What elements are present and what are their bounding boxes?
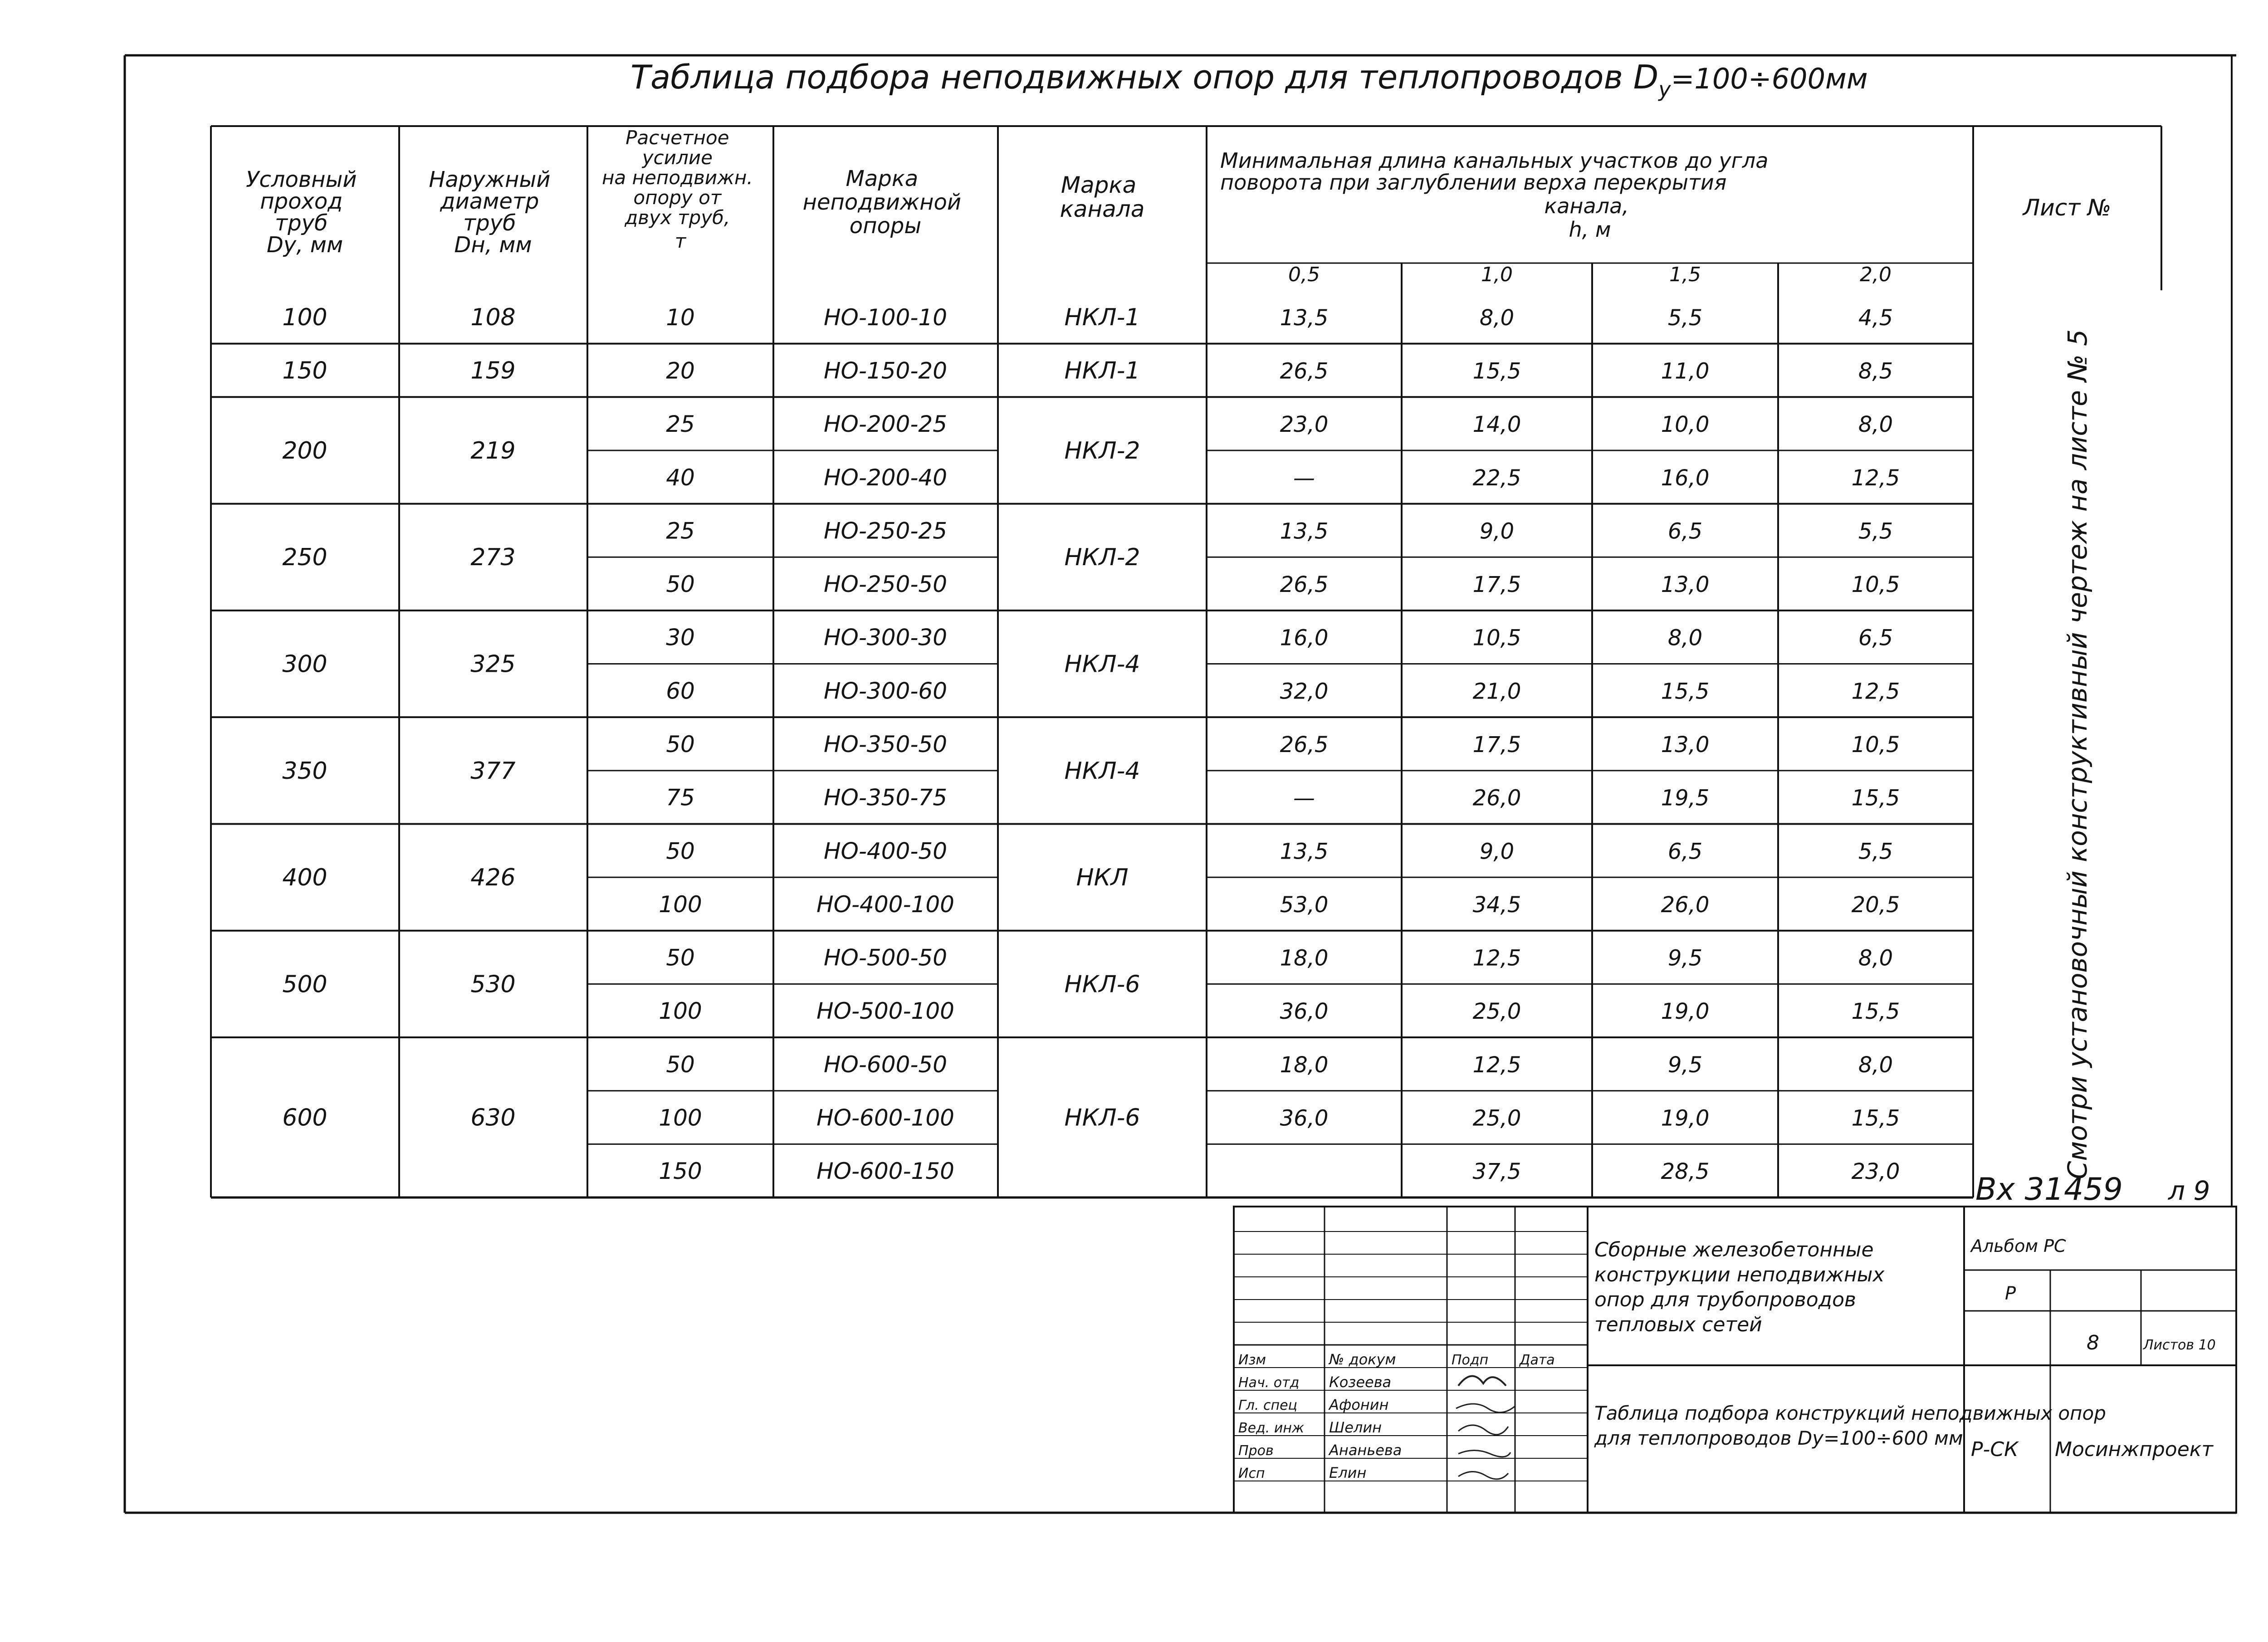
header-depth-10: 1,0 <box>1481 263 1513 286</box>
cell-min-length: 12,5 <box>1851 465 1900 491</box>
cell-min-length: 11,0 <box>1661 358 1710 384</box>
cell-min-length: 5,5 <box>1667 305 1703 331</box>
cell-min-length: 26,5 <box>1280 572 1329 598</box>
cell-force: 50 <box>666 1051 695 1078</box>
cell-force: 60 <box>666 678 695 704</box>
tb-name-5: Ананьева <box>1329 1442 1402 1459</box>
cell-min-length: 25,0 <box>1472 1105 1521 1131</box>
cell-min-length: 26,5 <box>1280 358 1329 384</box>
header-depth-20: 2,0 <box>1860 263 1892 286</box>
cell-du: 350 <box>282 757 327 785</box>
cell-min-length: 36,0 <box>1280 1105 1329 1131</box>
cell-du: 500 <box>282 971 327 998</box>
cell-min-length: 14,0 <box>1472 412 1521 438</box>
table-title <box>631 58 1868 102</box>
header-depth-05: 0,5 <box>1288 263 1320 286</box>
cell-min-length: 17,5 <box>1472 732 1521 757</box>
cell-force: 50 <box>666 944 695 971</box>
cell-force: 10 <box>666 304 695 331</box>
cell-force: 50 <box>666 731 695 757</box>
side-note: Смотри установочный конструктивный чертеж на листе № 5 <box>2062 329 2093 1179</box>
header-sheet: Лист № <box>2023 195 2112 221</box>
cell-min-length: 6,5 <box>1667 839 1703 865</box>
cell-force: 25 <box>666 518 695 544</box>
header-dn: Наружный диаметр труб Dн, мм <box>429 167 551 258</box>
stamp-suffix: л 9 <box>2168 1175 2210 1206</box>
cell-channel: НКЛ-4 <box>1064 650 1140 678</box>
cell-min-length: 36,0 <box>1280 999 1329 1025</box>
tb-name-2: Козеева <box>1329 1373 1392 1391</box>
cell-min-length: 9,0 <box>1479 839 1515 865</box>
cell-min-length: 15,5 <box>1661 679 1710 704</box>
cell-support-mark: НО-600-150 <box>816 1158 954 1185</box>
cell-min-length: 9,0 <box>1479 518 1515 544</box>
cell-support-mark: НО-400-100 <box>816 891 954 918</box>
cell-support-mark: НО-300-60 <box>823 678 948 704</box>
tb-label-sign: Подп <box>1452 1352 1489 1368</box>
tb-stage: Р <box>2005 1283 2016 1304</box>
cell-force: 50 <box>666 838 695 865</box>
cell-min-length: 19,0 <box>1661 999 1710 1025</box>
cell-min-length: 26,5 <box>1280 732 1329 757</box>
cell-min-length: 5,5 <box>1858 518 1893 544</box>
title-block <box>1143 1207 2236 1513</box>
cell-min-length: 26,0 <box>1661 892 1710 918</box>
cell-min-length: 16,0 <box>1661 465 1710 491</box>
cell-min-length: 19,5 <box>1661 785 1710 811</box>
tb-role-5: Пров <box>1238 1443 1274 1459</box>
cell-support-mark: НО-350-50 <box>823 731 948 757</box>
cell-min-length: 20,5 <box>1851 892 1900 918</box>
cell-min-length: 10,5 <box>1851 572 1900 598</box>
cell-dn: 426 <box>470 864 516 892</box>
cell-force: 20 <box>666 357 695 384</box>
cell-min-length: 8,0 <box>1858 412 1893 438</box>
cell-support-mark: НО-200-25 <box>823 411 948 438</box>
cell-min-length: 17,5 <box>1472 572 1521 598</box>
cell-min-length: 23,0 <box>1851 1159 1900 1185</box>
cell-du: 100 <box>282 303 327 331</box>
cell-min-length: 18,0 <box>1280 945 1329 971</box>
cell-min-length: 13,0 <box>1661 732 1710 757</box>
tb-role-1: Изм <box>1238 1352 1266 1368</box>
cell-force: 100 <box>659 891 702 918</box>
header-channel-mark: Марка канала <box>1060 172 1145 222</box>
tb-album: Альбом РС <box>1971 1236 2066 1256</box>
cell-dn: 325 <box>470 650 516 678</box>
cell-force: 100 <box>659 1104 702 1131</box>
tb-role-6: Исп <box>1238 1466 1265 1481</box>
cell-force: 75 <box>666 784 695 811</box>
cell-support-mark: НО-350-75 <box>823 784 948 811</box>
tb-sheet-title: Таблица подбора конструкций неподвижных опор для теплопроводов Dу=100÷600 мм <box>1594 1402 2106 1449</box>
table-header <box>246 127 2111 286</box>
cell-support-mark: НО-250-50 <box>823 571 948 598</box>
cell-min-length: 16,0 <box>1280 625 1329 651</box>
tb-org: Мосинжпроект <box>2055 1438 2213 1461</box>
cell-du: 150 <box>282 357 327 385</box>
cell-min-length: 13,5 <box>1280 839 1329 865</box>
cell-min-length: 8,0 <box>1479 305 1515 331</box>
cell-du: 300 <box>282 650 327 678</box>
cell-min-length: 15,5 <box>1851 1105 1900 1131</box>
stamp-number: Вх 31459 <box>1975 1172 2123 1207</box>
header-force: Расчетное усилие на неподвижн. опору от двух труб, т <box>601 127 753 252</box>
cell-min-length: 8,0 <box>1667 625 1703 651</box>
cell-dn: 219 <box>470 437 516 464</box>
cell-channel: НКЛ-2 <box>1064 544 1140 572</box>
cell-min-length: 4,5 <box>1858 305 1893 331</box>
tb-code: Р-СК <box>1971 1438 2019 1461</box>
cell-support-mark: НО-400-50 <box>823 838 948 865</box>
cell-min-length: 18,0 <box>1280 1052 1329 1078</box>
cell-support-mark: НО-150-20 <box>823 357 948 384</box>
title-range: =100÷600мм <box>1671 62 1868 95</box>
signature-marks <box>1456 1376 1515 1479</box>
cell-min-length: 8,5 <box>1858 358 1893 384</box>
tb-sheet-no: 8 <box>2087 1331 2099 1354</box>
cell-force: 30 <box>666 624 695 651</box>
tb-role-4: Вед. инж <box>1238 1420 1304 1436</box>
tb-name-4: Шелин <box>1329 1419 1382 1436</box>
cell-min-length: 8,0 <box>1858 1052 1893 1078</box>
cell-min-length: 12,5 <box>1472 1052 1521 1078</box>
cell-min-length: — <box>1293 465 1315 491</box>
cell-channel: НКЛ-4 <box>1064 757 1140 785</box>
cell-dn: 530 <box>470 971 516 998</box>
header-du: Условный проход труб Dу, мм <box>246 167 357 258</box>
cell-min-length: 13,5 <box>1280 518 1329 544</box>
cell-min-length: 6,5 <box>1667 518 1703 544</box>
cell-min-length: 23,0 <box>1280 412 1329 438</box>
cell-min-length: 15,5 <box>1851 999 1900 1025</box>
cell-min-length: — <box>1293 785 1315 811</box>
cell-du: 200 <box>282 437 327 464</box>
cell-support-mark: НО-600-50 <box>823 1051 948 1078</box>
cell-support-mark: НО-600-100 <box>816 1104 954 1131</box>
cell-min-length: 34,5 <box>1472 892 1521 918</box>
cell-dn: 630 <box>470 1104 516 1132</box>
table-body <box>282 304 1900 1184</box>
cell-du: 250 <box>282 544 327 572</box>
cell-support-mark: НО-500-100 <box>816 998 954 1025</box>
cell-min-length: 19,0 <box>1661 1105 1710 1131</box>
cell-force: 50 <box>666 571 695 598</box>
header-support-mark: Марка неподвижной опоры <box>802 166 962 239</box>
cell-min-length: 13,0 <box>1661 572 1710 598</box>
cell-dn: 377 <box>470 757 516 785</box>
cell-du: 400 <box>282 864 327 892</box>
cell-channel: НКЛ-1 <box>1064 303 1140 331</box>
cell-min-length: 6,5 <box>1858 625 1893 651</box>
tb-role-3: Гл. спец <box>1238 1398 1297 1413</box>
cell-min-length: 10,5 <box>1851 732 1900 757</box>
cell-dn: 108 <box>470 303 516 331</box>
cell-min-length: 25,0 <box>1472 999 1521 1025</box>
cell-min-length: 21,0 <box>1472 679 1521 704</box>
header-min-length: Минимальная длина канальных участков до угла поворота при заглублении верха перекрытия канала, h, м <box>1220 148 1769 242</box>
cell-support-mark: НО-500-50 <box>823 944 948 971</box>
cell-support-mark: НО-200-40 <box>823 464 948 491</box>
cell-min-length: 15,5 <box>1472 358 1521 384</box>
sheet-frame <box>125 55 2236 1513</box>
cell-support-mark: НО-100-10 <box>823 304 948 331</box>
cell-channel: НКЛ <box>1076 864 1129 892</box>
cell-min-length: 37,5 <box>1472 1159 1521 1185</box>
tb-name-3: Афонин <box>1329 1396 1389 1413</box>
cell-dn: 273 <box>470 544 516 572</box>
cell-channel: НКЛ-1 <box>1064 357 1140 385</box>
cell-channel: НКЛ-2 <box>1064 437 1140 464</box>
cell-min-length: 9,5 <box>1667 945 1703 971</box>
cell-channel: НКЛ-6 <box>1064 971 1140 998</box>
cell-min-length: 13,5 <box>1280 305 1329 331</box>
tb-project-title: Сборные железобетонные конструкции неподвижных опор для трубопроводов тепловых сетей <box>1594 1238 1885 1336</box>
header-depth-15: 1,5 <box>1669 263 1701 286</box>
cell-du: 600 <box>282 1104 327 1132</box>
cell-channel: НКЛ-6 <box>1064 1104 1140 1132</box>
cell-min-length: 10,0 <box>1661 412 1710 438</box>
cell-min-length: 32,0 <box>1280 679 1329 704</box>
cell-support-mark: НО-300-30 <box>823 624 948 651</box>
cell-min-length: 53,0 <box>1280 892 1329 918</box>
cell-min-length: 5,5 <box>1858 839 1893 865</box>
tb-label-date: Дата <box>1520 1352 1555 1368</box>
cell-force: 100 <box>659 998 702 1025</box>
cell-force: 150 <box>659 1158 702 1185</box>
tb-name-1: № докум <box>1329 1351 1396 1368</box>
title-main: Таблица подбора неподвижных опор для теплопроводов D <box>631 58 1659 96</box>
cell-min-length: 12,5 <box>1851 679 1900 704</box>
cell-force: 25 <box>666 411 695 438</box>
cell-min-length: 9,5 <box>1667 1052 1703 1078</box>
cell-min-length: 26,0 <box>1472 785 1521 811</box>
tb-role-2: Нач. отд <box>1238 1375 1300 1391</box>
cell-force: 40 <box>666 464 695 491</box>
cell-min-length: 10,5 <box>1472 625 1521 651</box>
cell-min-length: 12,5 <box>1472 945 1521 971</box>
cell-min-length: 8,0 <box>1858 945 1893 971</box>
cell-support-mark: НО-250-25 <box>823 518 948 544</box>
cell-dn: 159 <box>470 357 516 385</box>
cell-min-length: 15,5 <box>1851 785 1900 811</box>
tb-sheets-total: Листов 10 <box>2143 1337 2216 1353</box>
cell-min-length: 22,5 <box>1472 465 1521 491</box>
cell-min-length: 28,5 <box>1661 1159 1710 1185</box>
tb-name-6: Елин <box>1329 1464 1367 1481</box>
title-subscript: у <box>1658 77 1671 102</box>
